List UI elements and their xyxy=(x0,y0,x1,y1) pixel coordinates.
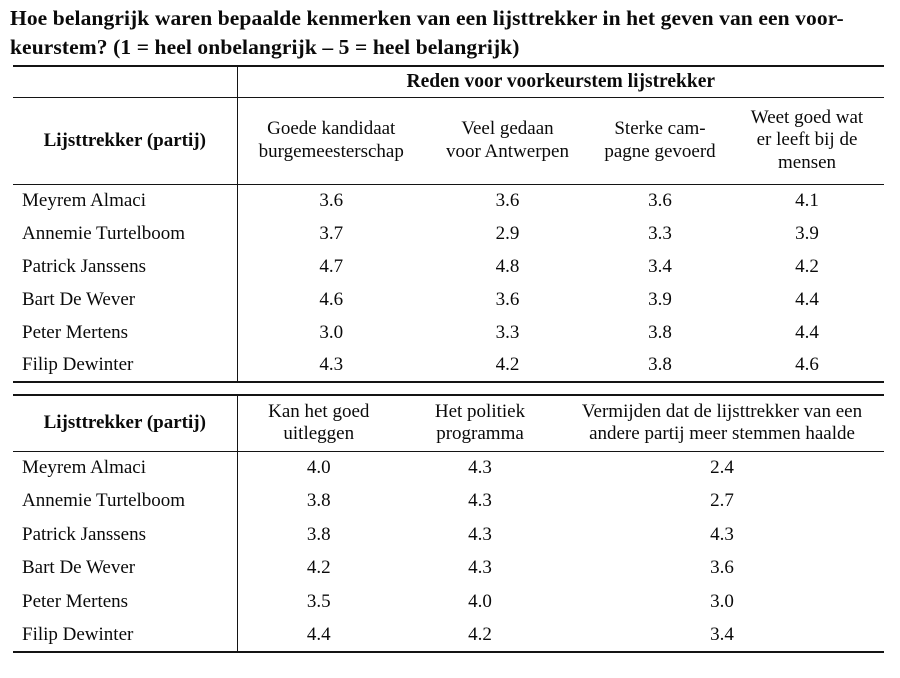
leader-name: Meyrem Almaci xyxy=(22,189,146,211)
score-cell: 4.3 xyxy=(468,523,492,545)
score-cell: 4.3 xyxy=(237,349,425,382)
score-cell: 4.1 xyxy=(795,189,819,211)
score-cell: 2.7 xyxy=(710,490,734,512)
table-row xyxy=(13,316,884,349)
score-cell: 3.0 xyxy=(710,590,734,612)
leader-name: Bart De Wever xyxy=(22,288,136,310)
column-header-politiek-programma xyxy=(400,395,560,451)
score-cell: 3.8 xyxy=(237,518,400,552)
header-line: Vermijden dat de lijsttrekker van een xyxy=(581,400,863,422)
score-cell: 4.2 xyxy=(237,552,400,586)
table-row xyxy=(13,349,884,382)
score-cell: 3.3 xyxy=(495,321,520,343)
score-cell: 4.2 xyxy=(795,255,819,277)
score-cell: 4.2 xyxy=(400,619,560,653)
header-line: Het politiek xyxy=(434,400,526,422)
leader-name: Patrick Janssens xyxy=(22,523,147,545)
column-header-goede-kandidaat xyxy=(237,97,425,184)
leader-name: Bart De Wever xyxy=(22,557,136,579)
table-reasons-2 xyxy=(13,394,884,653)
score-cell: 4.4 xyxy=(237,619,400,653)
leader-name: Filip Dewinter xyxy=(13,619,237,653)
score-cell: 4.4 xyxy=(795,288,819,310)
header-line: Kan het goed xyxy=(268,400,370,422)
table-row xyxy=(13,619,884,653)
column-header-row xyxy=(13,395,884,451)
score-cell: 2.4 xyxy=(710,457,734,478)
table-row xyxy=(13,250,884,283)
header-line: Sterke cam- xyxy=(614,118,706,139)
header-line: Veel gedaan xyxy=(461,118,554,139)
score-cell: 3.7 xyxy=(237,217,425,250)
score-cell: 4.0 xyxy=(237,451,400,485)
score-cell: 3.8 xyxy=(590,349,730,382)
table-row xyxy=(13,217,884,250)
header-line: programma xyxy=(436,423,524,445)
leader-name: Annemie Turtelboom xyxy=(22,490,186,512)
score-cell: 3.4 xyxy=(648,255,672,277)
score-cell: 3.6 xyxy=(237,184,425,217)
score-cell: 3.0 xyxy=(237,316,425,349)
leader-name: Peter Mertens xyxy=(22,590,129,612)
score-cell: 3.6 xyxy=(648,189,672,211)
header-line: pagne gevoerd xyxy=(604,140,716,162)
score-cell: 4.3 xyxy=(468,557,492,579)
header-line: voor Antwerpen xyxy=(446,140,569,162)
score-cell: 4.3 xyxy=(468,457,492,478)
column-header-row xyxy=(13,97,884,184)
leader-name: Patrick Janssens xyxy=(22,255,147,277)
score-cell: 3.6 xyxy=(495,189,520,211)
column-header-veel-gedaan xyxy=(425,97,590,184)
score-cell: 4.8 xyxy=(495,255,520,277)
table-row xyxy=(13,283,884,316)
leader-name: Annemie Turtelboom xyxy=(22,222,186,244)
score-cell: 3.6 xyxy=(495,288,520,310)
table-caption xyxy=(10,4,894,62)
header-line: er leeft bij de xyxy=(756,129,858,151)
header-line: burgemeesterschap xyxy=(258,140,404,162)
score-cell: 2.9 xyxy=(495,222,520,244)
score-cell: 4.4 xyxy=(795,321,819,343)
caption-line-2: keurstem? (1 = heel onbelangrijk – 5 = heel belangrijk) xyxy=(10,35,520,59)
score-cell: 3.6 xyxy=(710,557,734,579)
table-row xyxy=(13,451,884,485)
leader-name: Meyrem Almaci xyxy=(22,457,146,478)
group-header-row xyxy=(13,66,884,97)
table-row xyxy=(13,552,884,586)
row-header-label: Lijsttrekker (partij) xyxy=(13,395,237,451)
leader-name: Filip Dewinter xyxy=(13,349,237,382)
table-row xyxy=(13,585,884,619)
table-reasons-1 xyxy=(13,65,884,383)
score-cell: 3.3 xyxy=(648,222,672,244)
header-line: Goede kandidaat xyxy=(267,118,396,139)
score-cell: 3.9 xyxy=(795,222,819,244)
score-cell: 4.3 xyxy=(710,523,734,545)
leader-name: Peter Mertens xyxy=(22,321,129,343)
score-cell: 3.4 xyxy=(560,619,884,653)
header-line: mensen xyxy=(777,151,837,173)
table-row xyxy=(13,485,884,519)
score-cell: 3.5 xyxy=(237,585,400,619)
column-header-sterke-campagne xyxy=(590,97,730,184)
score-cell: 4.6 xyxy=(730,349,884,382)
empty-corner-cell xyxy=(13,66,237,97)
score-cell: 4.6 xyxy=(237,283,425,316)
column-header-vermijden xyxy=(560,395,884,451)
column-header-weet-goed xyxy=(730,97,884,184)
score-cell: 4.3 xyxy=(468,490,492,512)
column-header-kan-uitleggen xyxy=(237,395,400,451)
score-cell: 4.2 xyxy=(425,349,590,382)
header-line: andere partij meer stemmen haalde xyxy=(589,423,855,445)
header-line: uitleggen xyxy=(283,423,355,445)
group-header: Reden voor voorkeurstem lijstrekker xyxy=(237,66,884,97)
score-cell: 4.7 xyxy=(237,250,425,283)
caption-line-1: Hoe belangrijk waren bepaalde kenmerken van een lijsttrekker in het geven van een voor- xyxy=(10,6,844,30)
score-cell: 3.8 xyxy=(237,485,400,519)
row-header-label: Lijsttrekker (partij) xyxy=(13,97,237,184)
score-cell: 3.8 xyxy=(648,321,672,343)
header-line: Weet goed wat xyxy=(750,106,864,128)
table-row xyxy=(13,518,884,552)
score-cell: 3.9 xyxy=(648,288,672,310)
table-row xyxy=(13,184,884,217)
score-cell: 4.0 xyxy=(468,590,492,612)
